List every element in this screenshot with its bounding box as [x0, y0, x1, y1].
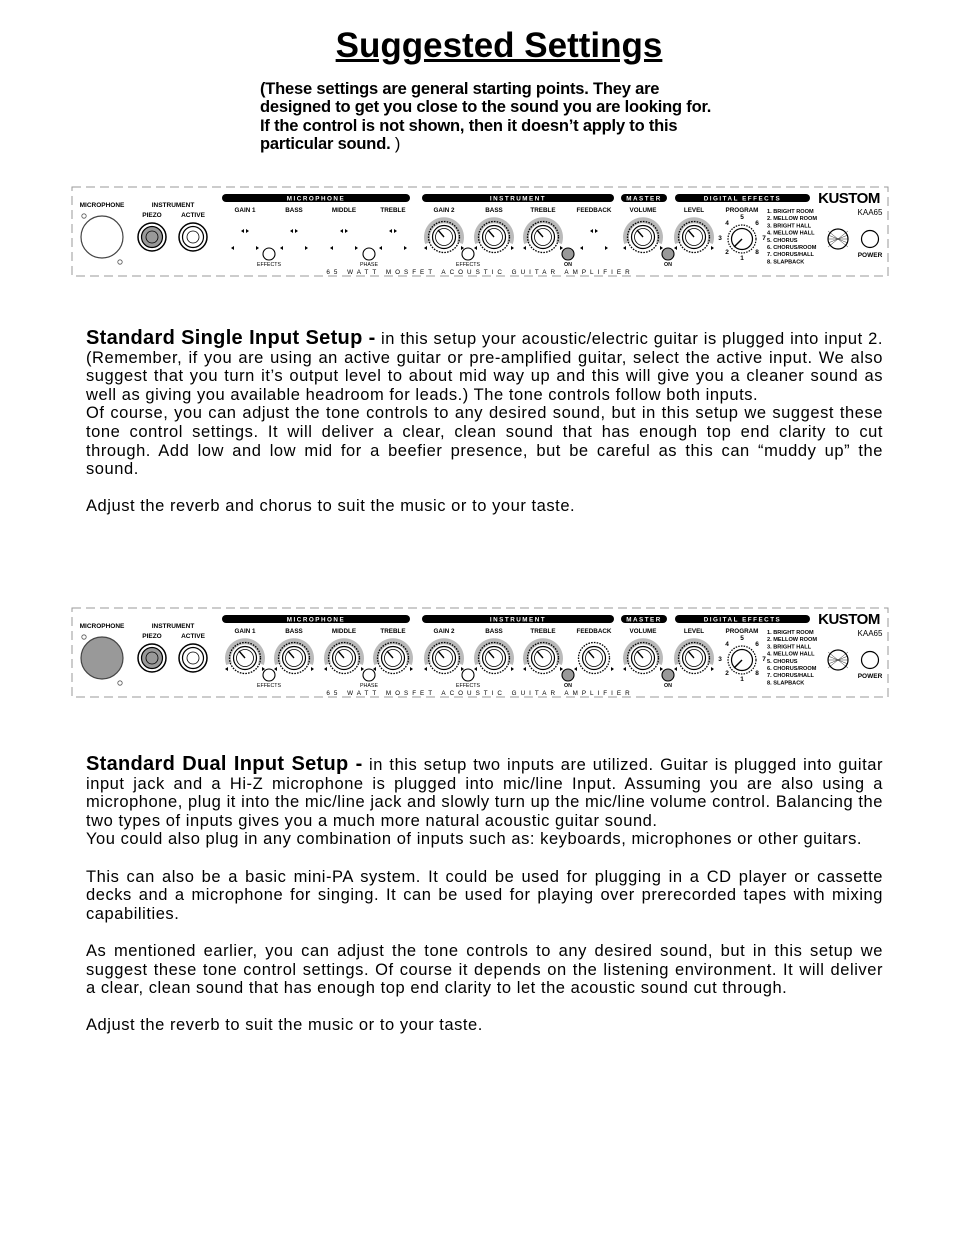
knob-5	[474, 641, 514, 673]
section-label-2: MASTER	[626, 616, 662, 624]
button-label-2: EFFECTS	[455, 683, 481, 689]
intro-end: )	[390, 134, 401, 153]
single-setup-heading: Standard Single Input Setup -	[86, 327, 376, 349]
knob-2-max-arrow	[361, 667, 364, 671]
section-label-1: INSTRUMENT	[489, 195, 547, 203]
mic-jack-label: MICROPHONE	[79, 202, 125, 209]
program-item-4: 4. MELLOW HALL	[767, 230, 815, 237]
knob-label-7: FEEDBACK	[576, 628, 612, 635]
knob-label-1: BASS	[285, 628, 303, 635]
program-item-7: 7. CHORUS/HALL	[767, 252, 814, 259]
knob-label-7: FEEDBACK	[576, 207, 612, 214]
program-item-5: 5. CHORUS	[767, 237, 798, 244]
knob-1-min-arrow	[274, 667, 277, 671]
program-number-3: 3	[718, 235, 722, 242]
brand-logo: KUSTOM	[818, 611, 880, 628]
knob-marks-0-min	[231, 246, 234, 250]
knob-marks-3-max	[404, 246, 407, 250]
knob-label-9: LEVEL	[683, 207, 705, 214]
dual-setup-p2: You could also plug in any combination of inputs such as: keyboards, microphones or other guitars.	[86, 830, 863, 849]
knob-marks-1-min	[280, 246, 283, 250]
knob-4	[424, 220, 464, 252]
knob-7-min-arrow	[574, 667, 577, 671]
knob-9	[674, 220, 714, 252]
instrument-label: INSTRUMENT	[151, 623, 195, 630]
program-number-8: 8	[755, 670, 759, 677]
button-label-4: ON	[664, 262, 672, 268]
program-item-8: 8. SLAPBACK	[767, 259, 805, 266]
program-number-6: 6	[755, 220, 759, 227]
active-jack-inner	[183, 227, 204, 248]
program-item-1: 1. BRIGHT ROOM	[767, 630, 814, 636]
knob-marks-7-min	[580, 246, 583, 250]
mic-screw-bottom	[118, 260, 122, 264]
knob-6	[523, 220, 563, 252]
program-number-7: 7	[762, 235, 766, 242]
intro-main: (These settings are general starting points. They are designed to get you close to the sound you are looking for. If the control is not shown, then it doesn’t apply to this particular sound.	[260, 80, 712, 153]
program-number-5: 5	[740, 214, 744, 221]
program-label: PROGRAM	[725, 207, 759, 214]
button-label-2: EFFECTS	[455, 262, 481, 268]
program-label: PROGRAM	[725, 628, 759, 635]
knob-7-max-arrow	[611, 667, 614, 671]
program-number-6: 6	[755, 641, 759, 648]
knob-9-max-arrow	[711, 667, 714, 671]
knob-label-3: TREBLE	[380, 207, 406, 214]
instrument-label: INSTRUMENT	[151, 202, 195, 209]
program-number-5: 5	[740, 635, 744, 642]
knob-0	[225, 641, 265, 673]
knob-6-min-arrow	[523, 246, 526, 250]
program-item-3: 3. BRIGHT HALL	[767, 644, 812, 651]
knob-6	[523, 641, 563, 673]
button-4[interactable]	[662, 248, 674, 260]
amp-panel-svg	[70, 605, 890, 705]
knob-marks-2-mid	[340, 229, 348, 233]
knob-4-min-arrow	[424, 246, 427, 250]
button-0[interactable]	[263, 669, 275, 681]
button-3[interactable]	[562, 669, 574, 681]
knob-9-min-arrow	[674, 246, 677, 250]
section-label-0: MICROPHONE	[286, 195, 346, 203]
active-label: ACTIVE	[181, 633, 205, 640]
mic-jack-label: MICROPHONE	[79, 623, 125, 630]
button-1[interactable]	[363, 669, 375, 681]
mic-screw-bottom	[118, 681, 122, 685]
button-label-3: ON	[564, 683, 572, 689]
knob-label-6: TREBLE	[530, 628, 556, 635]
program-item-2: 2. MELLOW ROOM	[767, 216, 818, 223]
section-label-1: INSTRUMENT	[489, 616, 547, 624]
button-label-0: EFFECTS	[256, 683, 282, 689]
dual-setup-p4: As mentioned earlier, you can adjust the tone controls to any desired sound, but in this setup we suggest these tone control settings. Of course it depends on the listening environment. It will deliver a clear, clean sound that has enough top end clarity to let the acoustic sound cut through.	[86, 941, 883, 998]
section-label-2: MASTER	[626, 195, 662, 203]
knob-5-min-arrow	[474, 667, 477, 671]
program-number-3: 3	[718, 656, 722, 663]
program-selector	[718, 214, 766, 262]
dual-setup-p1: in this setup two inputs are utilized. Guitar is plugged into guitar input jack and a Hi-Z microphone is plugged into mic/line Input. Assuming you are also using a microphone, plug it into the mic/line jack and slowly turn up the mic/line volume control. Balancing the two types of inputs gives you a much more natural acoustic guitar sound.	[86, 756, 883, 830]
knob-label-1: BASS	[285, 207, 303, 214]
button-2[interactable]	[462, 669, 474, 681]
knob-marks-3-mid	[389, 229, 397, 233]
knob-label-4: GAIN 2	[433, 207, 455, 214]
program-item-4: 4. MELLOW HALL	[767, 651, 815, 658]
button-label-0: EFFECTS	[256, 262, 282, 268]
knob-9-min-arrow	[674, 667, 677, 671]
knob-marks-7-mid	[590, 229, 598, 233]
knob-6-max-arrow	[560, 246, 563, 250]
knob-2-min-arrow	[324, 667, 327, 671]
intro-text	[260, 80, 720, 153]
knob-6-min-arrow	[523, 667, 526, 671]
knob-marks-0-mid	[241, 229, 249, 233]
knob-label-4: GAIN 2	[433, 628, 455, 635]
knob-marks-2-min	[330, 246, 333, 250]
program-number-1: 1	[740, 676, 744, 683]
brand-logo: KUSTOM	[818, 190, 880, 207]
knob-label-9: LEVEL	[683, 628, 705, 635]
single-setup-section	[86, 329, 883, 516]
piezo-jack-inner	[142, 648, 163, 669]
knob-label-3: TREBLE	[380, 628, 406, 635]
piezo-jack-inner	[142, 227, 163, 248]
panel-footer: 65 WATT MOSFET ACOUSTIC GUITAR AMPLIFIER	[326, 690, 634, 697]
knob-marks-7-max	[605, 246, 608, 250]
program-number-1: 1	[740, 255, 744, 262]
program-item-8: 8. SLAPBACK	[767, 680, 805, 687]
mic-jack	[81, 216, 123, 258]
knob-3	[373, 641, 413, 673]
knob-marks-1-max	[305, 246, 308, 250]
knob-3-max-arrow	[410, 667, 413, 671]
mic-screw-top	[82, 214, 86, 218]
knob-5-max-arrow	[511, 246, 514, 250]
program-number-2: 2	[725, 670, 729, 677]
knob-label-8: VOLUME	[629, 207, 657, 214]
amp-panel-svg	[70, 184, 890, 284]
dual-setup-p3: This can also be a basic mini-PA system. It could be used for plugging in a CD player or cassette decks and a microphone for singing. It can be used for playing over prerecorded tapes with mixing capabilities.	[86, 867, 883, 923]
knob-8-min-arrow	[623, 667, 626, 671]
button-2[interactable]	[462, 248, 474, 260]
button-0[interactable]	[263, 248, 275, 260]
section-label-3: DIGITAL EFFECTS	[703, 195, 782, 203]
program-item-3: 3. BRIGHT HALL	[767, 223, 812, 230]
knob-6-max-arrow	[560, 667, 563, 671]
single-setup-p1: in this setup your acoustic/electric guitar is plugged into input 2. (Remember, if you are using an active guitar or pre-amplified guitar, select the active input. We also suggest that you turn it’s output level to about mid way up and this will give you a cleaner sound as well as giving you available headroom for leads.) The tone controls follow both inputs.	[86, 330, 883, 404]
knob-marks-2-max	[355, 246, 358, 250]
program-item-1: 1. BRIGHT ROOM	[767, 209, 814, 215]
knob-8	[623, 641, 663, 673]
button-label-3: ON	[564, 262, 572, 268]
knob-9	[674, 641, 714, 673]
amp-panel-single	[70, 184, 890, 284]
panel-footer: 65 WATT MOSFET ACOUSTIC GUITAR AMPLIFIER	[326, 269, 634, 276]
knob-0-min-arrow	[225, 667, 228, 671]
mic-screw-top	[82, 635, 86, 639]
program-item-5: 5. CHORUS	[767, 658, 798, 665]
program-number-4: 4	[725, 220, 729, 227]
section-label-0: MICROPHONE	[286, 616, 346, 624]
knob-marks-0-max	[256, 246, 259, 250]
button-3[interactable]	[562, 248, 574, 260]
knob-7	[574, 643, 614, 674]
knob-5	[474, 220, 514, 252]
knob-8-min-arrow	[623, 246, 626, 250]
program-number-7: 7	[762, 656, 766, 663]
dual-setup-p5: Adjust the reverb to suit the music or to your taste.	[86, 1016, 483, 1035]
mic-jack	[81, 637, 123, 679]
program-item-2: 2. MELLOW ROOM	[767, 637, 818, 644]
piezo-label: PIEZO	[142, 633, 162, 640]
program-number-8: 8	[755, 249, 759, 256]
knob-2	[324, 641, 364, 673]
knob-label-6: TREBLE	[530, 207, 556, 214]
knob-label-8: VOLUME	[629, 628, 657, 635]
knob-label-5: BASS	[485, 207, 503, 214]
power-label: POWER	[857, 252, 883, 259]
button-1[interactable]	[363, 248, 375, 260]
single-setup-p2: Of course, you can adjust the tone controls to any desired sound, but in this setup we suggest these tone control settings. It will deliver a clear, clean sound that has enough top end clarity to cut through. Add low and low mid for a beefier presence, but be careful as this can “muddy up” the sound.	[86, 404, 883, 479]
piezo-label: PIEZO	[142, 212, 162, 219]
knob-label-2: MIDDLE	[331, 207, 357, 214]
dual-setup-section	[86, 755, 883, 1035]
page-title: Suggested Settings	[335, 26, 663, 65]
knob-4	[424, 641, 464, 673]
knob-8-max-arrow	[660, 667, 663, 671]
knob-1	[274, 641, 314, 673]
active-jack-inner	[183, 648, 204, 669]
knob-label-0: GAIN 1	[234, 628, 256, 635]
knob-5-min-arrow	[474, 246, 477, 250]
knob-8	[623, 220, 663, 252]
button-4[interactable]	[662, 669, 674, 681]
section-label-3: DIGITAL EFFECTS	[703, 616, 782, 624]
model-label: KAA65	[857, 208, 883, 217]
program-item-7: 7. CHORUS/HALL	[767, 673, 814, 680]
knob-marks-1-mid	[290, 229, 298, 233]
program-number-2: 2	[725, 249, 729, 256]
single-setup-p3: Adjust the reverb and chorus to suit the music or to your taste.	[86, 497, 576, 516]
power-switch[interactable]	[862, 231, 879, 248]
model-label: KAA65	[857, 629, 883, 638]
button-label-1: PHASE	[360, 683, 378, 689]
program-selector	[718, 635, 766, 683]
knob-9-max-arrow	[711, 246, 714, 250]
button-label-1: PHASE	[360, 262, 378, 268]
program-item-6: 6. CHORUS/ROOM	[767, 666, 817, 672]
active-label: ACTIVE	[181, 212, 205, 219]
program-item-6: 6. CHORUS/ROOM	[767, 245, 817, 251]
knob-1-max-arrow	[311, 667, 314, 671]
knob-8-max-arrow	[660, 246, 663, 250]
knob-label-5: BASS	[485, 628, 503, 635]
knob-marks-3-min	[379, 246, 382, 250]
knob-label-0: GAIN 1	[234, 207, 256, 214]
knob-label-2: MIDDLE	[331, 628, 357, 635]
knob-4-min-arrow	[424, 667, 427, 671]
dual-setup-heading: Standard Dual Input Setup -	[86, 753, 363, 775]
program-number-4: 4	[725, 641, 729, 648]
power-switch[interactable]	[862, 652, 879, 669]
button-label-4: ON	[664, 683, 672, 689]
power-label: POWER	[857, 673, 883, 680]
knob-5-max-arrow	[511, 667, 514, 671]
amp-panel-dual	[70, 605, 890, 705]
